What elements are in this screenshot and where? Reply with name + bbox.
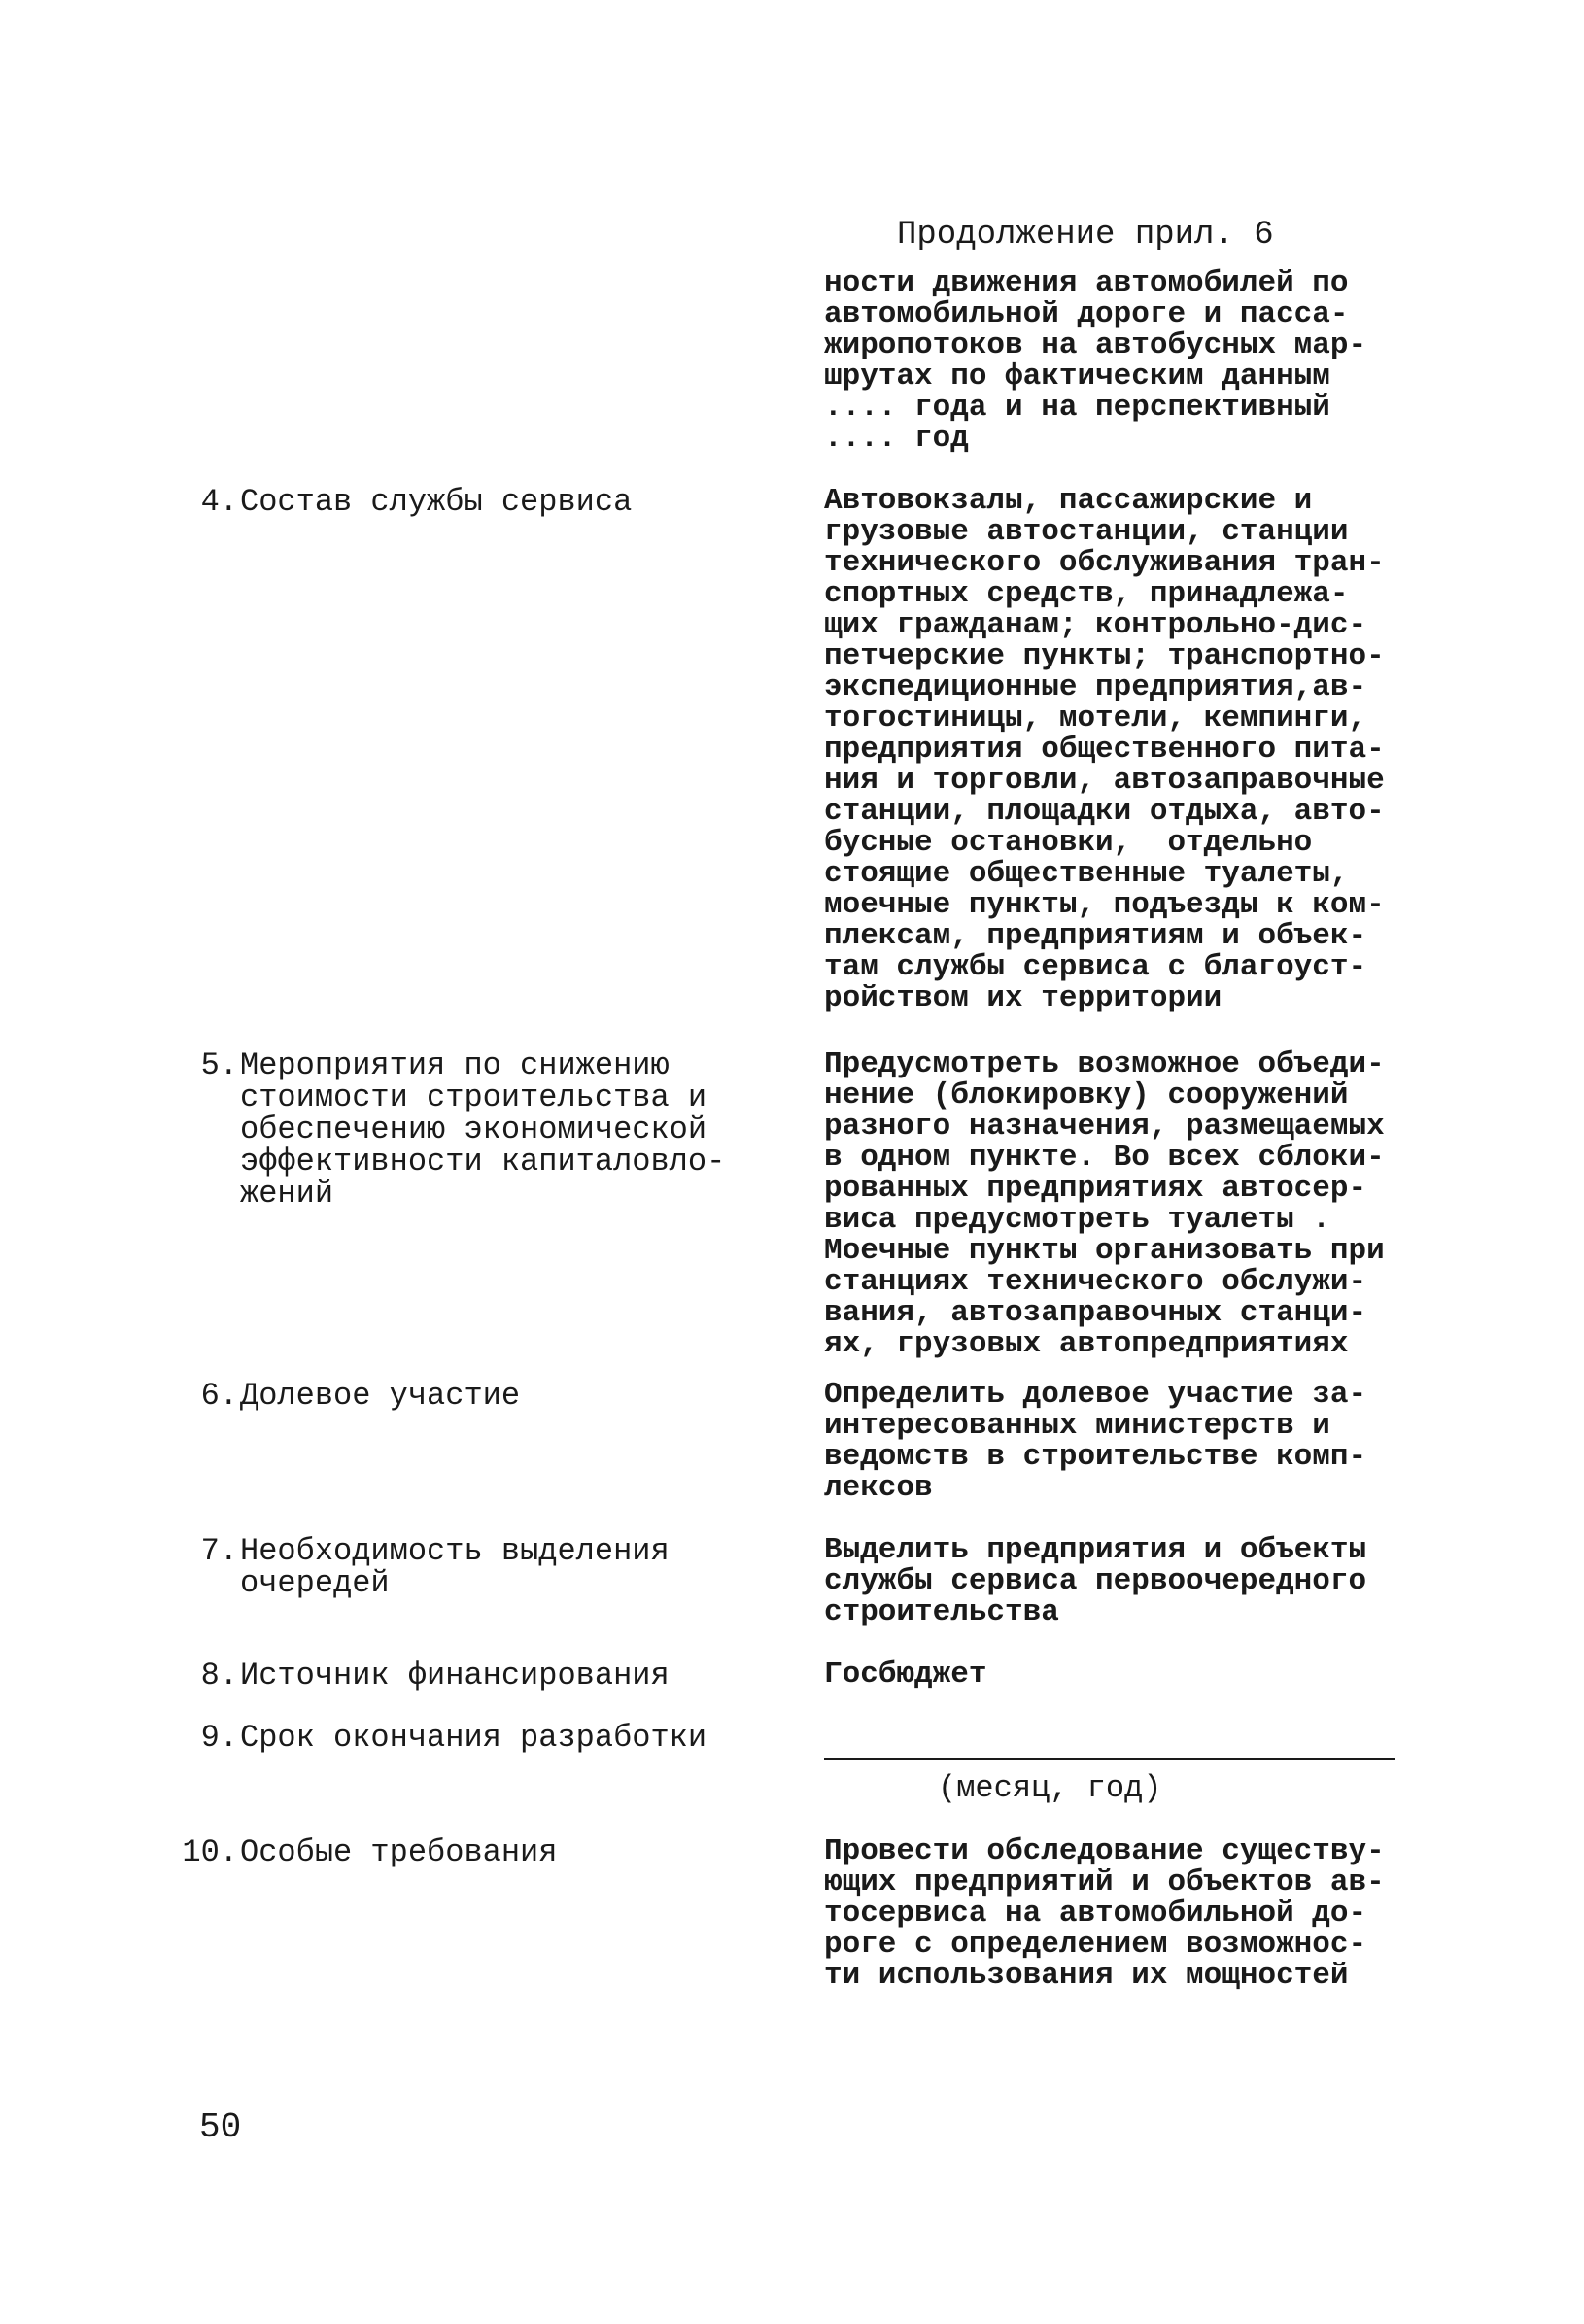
page-number: 50 — [199, 2107, 242, 2147]
item-number: 6. — [200, 1378, 238, 1414]
item-label: Состав службы сервиса — [240, 484, 633, 520]
item-number: 4. — [200, 484, 238, 520]
continuation-text: ности движения автомобилей по автомобильной дороге и пасса- жиропотоков на автобусных мар- шрутах по фактическим данным .... года и на перспективный .... год — [824, 266, 1367, 456]
item-8-value: Госбюджет — [824, 1658, 987, 1692]
item-number: 5. — [200, 1047, 238, 1083]
item-number: 7. — [200, 1533, 238, 1569]
item-number: 8. — [200, 1658, 238, 1693]
continuation-header: Продолжение прил. 6 — [897, 217, 1274, 254]
item-number: 9. — [200, 1720, 238, 1756]
item-4-value: Автовокзалы, пассажирские и грузовые автостанции, станции технического обслуживания тран- спортных средств, принадлежа- щих гражданам; контрольно-дис- петчерские пункты; транспортно- экспедиционные предприятия,ав- тогостиницы, мотели, кемпинги, предприятия общественного пита- ния и торговли, автозаправочные станции, площадки отдыха, авто- бусные остановки, отдельно стоящие общественные туалеты, моечные пункты, подъезды к ком- плексам, предприятиям и объек- там службы сервиса с благоуст- ройством их территории — [824, 484, 1385, 1015]
signature-caption: (месяц, год) — [938, 1770, 1162, 1806]
item-label: Источник финансирования — [240, 1658, 670, 1693]
signature-line — [824, 1758, 1395, 1760]
item-6-value: Определить долевое участие за- интересованных министерств и ведомств в строительстве комп- лексов — [824, 1378, 1367, 1505]
item-10-value: Провести обследование существу- ющих предприятий и объектов ав- тосервиса на автомобильной до- роге с определением возможнос- ти использования их мощностей — [824, 1834, 1385, 1993]
item-5-value: Предусмотреть возможное объеди- нение (блокировку) сооружений разного назначения, размещаемых в одном пункте. Во всех сблоки- рованных предприятиях автосер- виса предусмотреть туалеты . Моечные пункты организовать при станциях технического обслужи- вания, автозаправочных станци- ях, грузовых автопредприятиях — [824, 1047, 1385, 1361]
item-label: Долевое участие — [240, 1378, 521, 1414]
item-label: Особые требования — [240, 1834, 558, 1870]
item-label: Срок окончания разработки — [240, 1720, 707, 1756]
item-label: Мероприятия по снижению стоимости строительства и обеспечению экономической эффективности капиталовло- жений — [240, 1047, 726, 1212]
item-number: 10. — [182, 1834, 238, 1870]
item-7-value: Выделить предприятия и объекты службы сервиса первоочередного строительства — [824, 1533, 1367, 1629]
item-label: Необходимость выделения очередей — [240, 1533, 670, 1601]
